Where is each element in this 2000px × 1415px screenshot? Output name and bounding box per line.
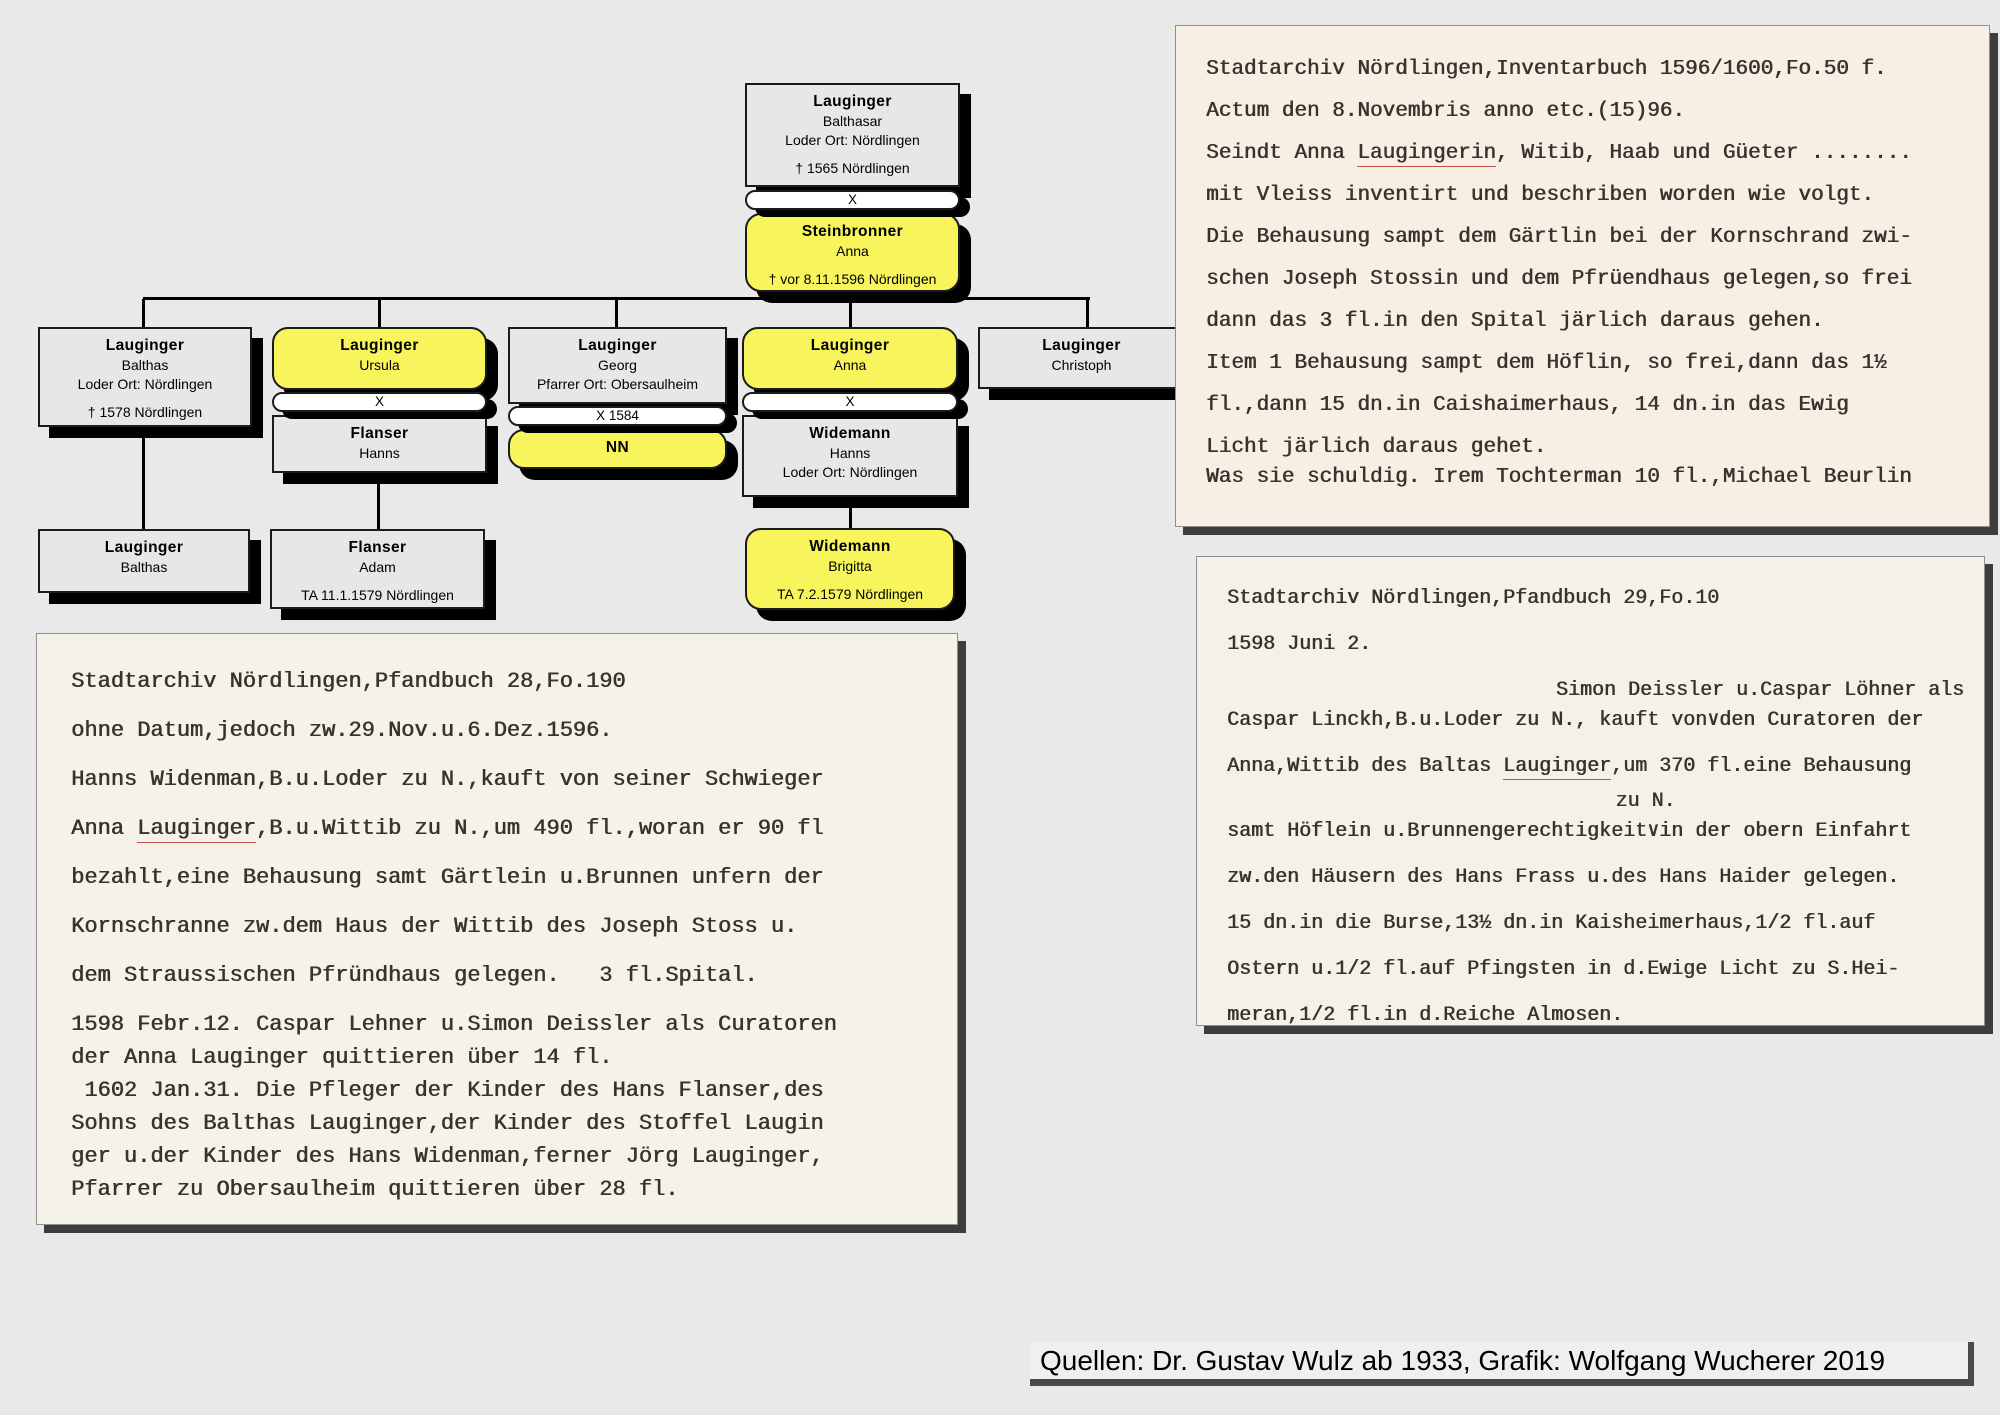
person-given-name: Hanns [359, 445, 400, 461]
document-line: der Anna Lauginger quittieren über 14 fl. [71, 1045, 613, 1070]
person-surname: Flanser [350, 425, 409, 442]
document-line: Stadtarchiv Nördlingen,Pfandbuch 29,Fo.10 [1227, 587, 1720, 610]
marriage-connector-4: X [742, 392, 958, 412]
document-line: Simon Deissler u.Caspar Löhner als [1555, 679, 1964, 702]
document-line: zw.den Häusern des Hans Frass u.des Hans Haider gelegen. [1227, 866, 1900, 889]
connector-stub-christoph [1086, 299, 1089, 328]
person-occupation: Loder Ort: Nördlingen [785, 132, 920, 148]
connector-widemann-child [849, 497, 852, 528]
document-line: 15 dn.in die Burse,13½ dn.in Kaisheimerhaus,1/2 fl.auf [1227, 912, 1876, 935]
document-line: Licht järlich daraus gehet. [1206, 436, 1547, 459]
person-box-widemann-hanns [742, 415, 958, 497]
document-line: ger u.der Kinder des Hans Widenman,ferner Jörg Lauginger, [71, 1144, 824, 1169]
document-line: Item 1 Behausung sampt dem Höflin, so frei,dann das 1½ [1206, 352, 1887, 375]
person-surname: Lauginger [1042, 337, 1121, 354]
person-box-widemann-brigitta [745, 528, 955, 610]
person-box-lauginger-balthas-jr [38, 529, 250, 593]
document-line: dem Straussischen Pfründhaus gelegen. 3 fl.Spital. [71, 963, 758, 988]
document-line: Anna Lauginger,B.u.Wittib zu N.,um 490 fl.,woran er 90 fl [71, 815, 945, 843]
person-surname: Widemann [809, 538, 891, 555]
person-given-name: Ursula [359, 357, 400, 373]
person-baptism-date: TA 11.1.1579 Nördlingen [301, 587, 454, 603]
document-line: zu N. [1615, 790, 1676, 813]
document-line: Die Behausung sampt dem Gärtlin bei der Kornschrand zwi- [1206, 226, 1912, 249]
connector-stub-anna [849, 299, 852, 328]
document-line: 1598 Juni 2. [1227, 633, 1372, 656]
document-line: Stadtarchiv Nördlingen,Pfandbuch 28,Fo.190 [71, 669, 626, 694]
document-line: Seindt Anna Laugingerin, Witib, Haab und Güeter ........ [1206, 140, 1975, 167]
person-given-name: Hanns [829, 445, 871, 461]
document-line: Pfarrer zu Obersaulheim quittieren über 28 fl. [71, 1177, 679, 1202]
person-given-name: Georg [598, 357, 637, 373]
document-line: fl.,dann 15 dn.in Caishaimerhaus, 14 dn.in das Ewig [1206, 394, 1849, 417]
document-line: 1598 Febr.12. Caspar Lehner u.Simon Deissler als Curatoren [71, 1012, 837, 1037]
person-box-lauginger-ursula [272, 327, 487, 390]
person-surname: NN [605, 439, 630, 456]
document-line: Was sie schuldig. Irem Tochterman 10 fl.,Michael Beurlin [1206, 466, 1912, 489]
person-death-date: † vor 8.11.1596 Nördlingen [768, 271, 937, 287]
person-given-name: Balthasar [822, 113, 883, 129]
connector-stub-ursula [378, 299, 381, 328]
red-underlined-name: Lauginger [137, 816, 256, 843]
document-scan-pfandbuch-29 [1196, 556, 1985, 1026]
marriage-connector-2: X [272, 392, 487, 412]
sources-caption: Quellen: Dr. Gustav Wulz ab 1933, Grafik: Wolfgang Wucherer 2019 [1030, 1342, 1974, 1386]
person-surname: Lauginger [104, 539, 184, 556]
person-given-name: Christoph [1051, 357, 1112, 373]
person-occupation: Loder Ort: Nördlingen [782, 464, 918, 480]
document-line: ohne Datum,jedoch zw.29.Nov.u.6.Dez.1596. [71, 718, 613, 743]
person-box-nn [508, 429, 727, 469]
document-line: dann das 3 fl.in den Spital järlich daraus gehen. [1206, 310, 1824, 333]
person-surname: Lauginger [813, 93, 892, 110]
red-underlined-name: Lauginger [1503, 755, 1611, 780]
person-death-date: † 1578 Nördlingen [87, 404, 203, 420]
document-line: Caspar Linckh,B.u.Loder zu N., kauft von∨den Curatoren der [1227, 709, 1924, 732]
person-occupation: Loder Ort: Nördlingen [77, 376, 213, 392]
person-surname: Flanser [348, 539, 407, 556]
person-box-flanser-hanns [272, 415, 487, 473]
person-box-flanser-adam [270, 529, 485, 609]
document-line: Hanns Widenman,B.u.Loder zu N.,kauft von seiner Schwieger [71, 767, 824, 792]
person-given-name: Adam [359, 559, 396, 575]
document-line: schen Joseph Stossin und dem Pfrüendhaus gelegen,so frei [1206, 268, 1912, 291]
connector-stub-balthas [142, 299, 145, 328]
document-line: 1602 Jan.31. Die Pfleger der Kinder des Hans Flanser,des [71, 1078, 824, 1103]
person-given-name: Anna [836, 243, 869, 259]
connector-flanser-child [377, 473, 380, 529]
document-line: meran,1/2 fl.in d.Reiche Almosen. [1227, 1004, 1624, 1026]
person-given-name: Balthas [120, 559, 168, 575]
document-line: Ostern u.1/2 fl.auf Pfingsten in d.Ewige Licht zu S.Hei- [1227, 958, 1900, 981]
document-line: bezahlt,eine Behausung samt Gärtlein u.Brunnen unfern der [71, 865, 824, 890]
person-box-lauginger-balthas [38, 327, 252, 427]
document-line: samt Höflein u.Brunnengerechtigkeit∨in der obern Einfahrt [1227, 820, 1912, 843]
document-line: mit Vleiss inventirt und beschriben worden wie volgt. [1206, 184, 1874, 207]
person-box-lauginger-christoph [978, 327, 1185, 389]
document-line: Stadtarchiv Nördlingen,Inventarbuch 1596/1600,Fo.50 f. [1206, 58, 1887, 81]
person-surname: Lauginger [578, 337, 657, 354]
person-box-lauginger-anna [742, 327, 958, 390]
person-box-steinbronner-anna [745, 213, 960, 292]
person-surname: Lauginger [105, 337, 185, 354]
document-line: Actum den 8.Novembris anno etc.(15)96. [1206, 100, 1685, 123]
person-occupation: Pfarrer Ort: Obersaulheim [536, 376, 699, 392]
document-scan-inventarbuch-1596 [1175, 25, 1990, 527]
person-box-lauginger-balthasar [745, 83, 960, 187]
person-baptism-date: TA 7.2.1579 Nördlingen [776, 586, 924, 602]
person-given-name: Anna [833, 357, 867, 373]
person-given-name: Brigitta [828, 558, 872, 574]
document-line: Kornschranne zw.dem Haus der Wittib des Joseph Stoss u. [71, 914, 798, 939]
document-scan-pfandbuch-28 [36, 633, 958, 1225]
marriage-connector-3: X 1584 [508, 406, 727, 426]
person-surname: Lauginger [340, 337, 419, 354]
person-given-name: Balthas [121, 357, 169, 373]
person-box-lauginger-georg [508, 327, 727, 404]
document-line: Sohns des Balthas Lauginger,der Kinder des Stoffel Laugin [71, 1111, 824, 1136]
person-surname: Lauginger [810, 337, 890, 354]
marriage-connector-1: X [745, 190, 960, 210]
connector-balthas-child [142, 427, 145, 529]
person-death-date: † 1565 Nördlingen [795, 160, 910, 176]
person-surname: Widemann [809, 425, 891, 442]
connector-stub-georg [615, 299, 618, 328]
person-surname: Steinbronner [801, 223, 904, 240]
document-line: Anna,Wittib des Baltas Lauginger,um 370 fl.eine Behausung [1227, 753, 1974, 780]
red-underlined-name: Laugingerin [1357, 142, 1496, 167]
